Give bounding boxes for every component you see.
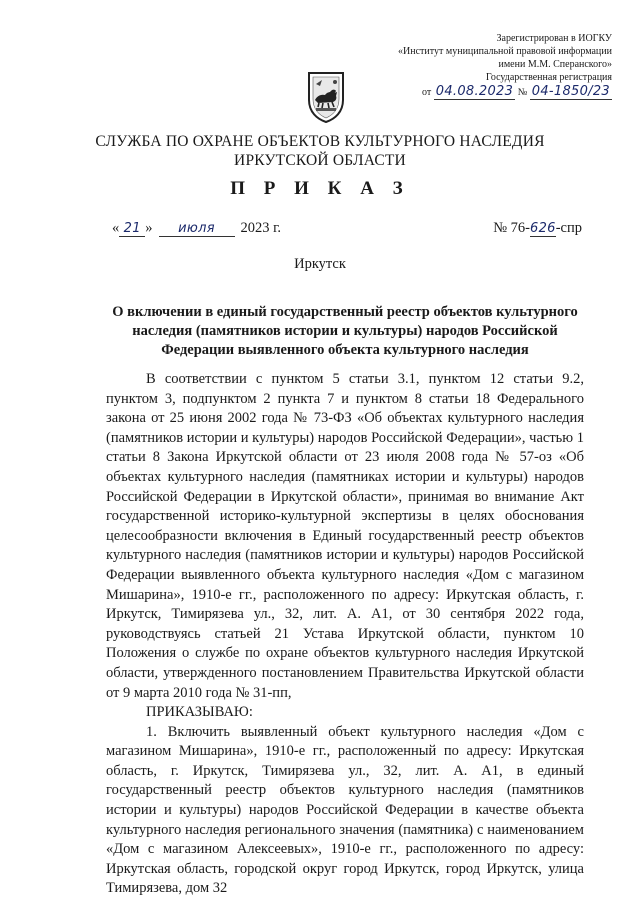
agency-name (0, 132, 640, 170)
order-date (112, 220, 281, 237)
registration-number-label: № (517, 87, 528, 98)
date-open-quote: « (112, 220, 120, 236)
order-number (493, 220, 582, 237)
date-year: 2023 г. (240, 220, 282, 236)
number-prefix: № 76- (493, 220, 530, 236)
document-type-title: П Р И К А З (230, 178, 410, 199)
registration-line-4: Государственная регистрация (485, 72, 612, 83)
date-month: июля (159, 221, 235, 237)
registration-line-1: Зарегистрирован в ИОГКУ (496, 33, 612, 44)
coat-of-arms-icon (306, 70, 346, 124)
order-item-1: 1. Включить выявленный объект культурного наследия «Дом с магазином Мишарина», 1910-е гг., расположенный по адресу: Иркутская область, г. Иркутск, Тимирязева ул., 32, лит. А. А1, в единый государственный реестр объектов культурного наследия (памятников истории и культуры) народов Российской Федерации в качестве объекта культурного наследия регионального значения (памятника) с наименованием «Дом с магазином Алексеевых», 1910-е гг., расположенного по адресу: Иркутская область, городской округ город Иркутск, город Иркутск, улица Тимирязева, дом 32 (106, 723, 584, 897)
city-name: Иркутск (294, 256, 346, 272)
registration-line-2: «Институт муниципальной правовой информации (398, 46, 612, 57)
registration-number: 04-1850/23 (531, 84, 610, 99)
registration-date: 04.08.2023 (435, 84, 514, 99)
number-handwritten: 626 (530, 221, 556, 236)
date-close-quote: » (145, 220, 153, 236)
registration-from-label: от (422, 87, 432, 98)
registration-line-3: имени М.М. Сперанского» (498, 59, 612, 70)
preamble-paragraph: В соответствии с пунктом 5 статьи 3.1, пунктом 12 статьи 9.2, пунктом 3, подпунктом 2 пункта 7 и пунктом 8 статьи 18 Федерального закона от 25 июня 2002 года № 73-ФЗ «Об объектах культурного наследия (памятников истории и культуры) народов Российской Федерации», частью 1 статьи 8 Закона Иркутской области от 23 июля 2008 года № 57-оз «Об объектах культурного наследия (памятниках истории и культуры) народов Российской Федерации в Иркутской области», принимая во внимание Акт государственной историко-культурной экспертизы в целях обоснования целесообразности включения в Единый государственный реестр объектов культурного наследия (памятников истории и культуры) народов Российской Федерации выявленного объекта культурного наследия «Дом с магазином Мишарина», 1910-е гг., расположенного по адресу: Иркутская область, г. Иркутск, Тимирязева ул., 32, лит. А. А1, от 30 сентября 2022 года, руководствуясь статьей 21 Устава Иркутской области, пунктом 10 Положения о службе по охране объектов культурного наследия Иркутской области, утвержденного постановлением Правительства Иркутской области от 9 марта 2010 года № 31-пп, (106, 371, 584, 701)
agency-line-1: СЛУЖБА ПО ОХРАНЕ ОБЪЕКТОВ КУЛЬТУРНОГО НАСЛЕДИЯ (95, 133, 545, 150)
number-suffix: -спр (555, 220, 582, 236)
date-number-row (112, 220, 582, 242)
registration-stamp (352, 32, 612, 99)
agency-line-2: ИРКУТСКОЙ ОБЛАСТИ (234, 152, 406, 169)
order-keyword: ПРИКАЗЫВАЮ: (146, 704, 253, 721)
date-day: 21 (119, 221, 145, 237)
registration-date-number (352, 85, 612, 99)
order-body (106, 370, 584, 899)
order-subject: О включении в единый государственный реестр объектов культурного наследия (памятников истории и культуры) народов Российской Федерации выявленного объекта культурного наследия (112, 304, 578, 358)
